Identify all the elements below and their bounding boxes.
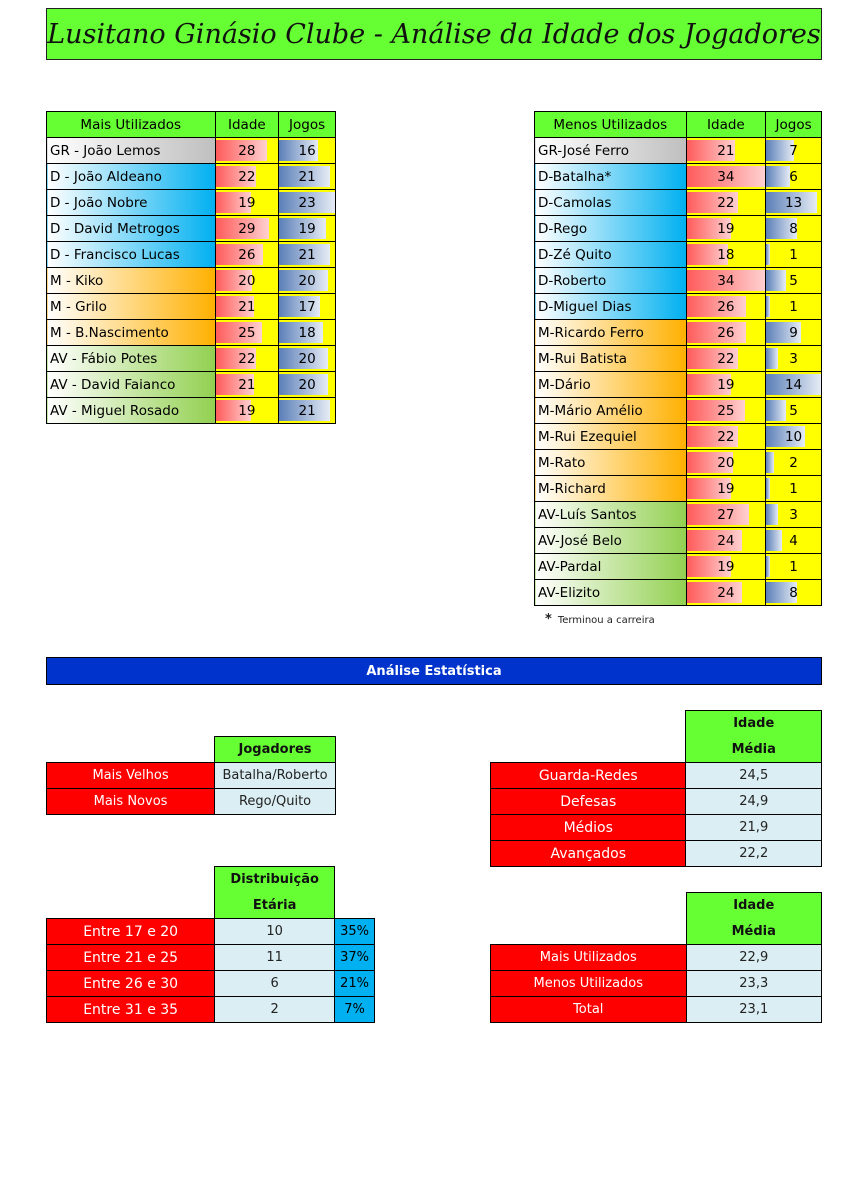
player-games: [766, 528, 822, 554]
table-row: [535, 268, 822, 294]
player-name: AV - Miguel Rosado: [47, 398, 216, 424]
games-value: 6: [789, 168, 798, 185]
table-row: [535, 450, 822, 476]
position-avg: 22,2: [686, 841, 822, 867]
table-row: [47, 398, 336, 424]
age-value: 24: [717, 584, 735, 601]
position-label: Avançados: [491, 841, 686, 867]
extremes-value: Rego/Quito: [215, 789, 336, 815]
age-value: 22: [717, 428, 735, 445]
position-avg: 24,5: [686, 763, 822, 789]
range-count: 6: [215, 971, 335, 997]
table-row: [47, 789, 336, 815]
player-name: AV - Fábio Potes: [47, 346, 216, 372]
games-value: 8: [789, 584, 798, 601]
games-data-bar: [766, 530, 782, 551]
age-value: 19: [717, 220, 735, 237]
player-name: D - Francisco Lucas: [47, 242, 216, 268]
player-age: [215, 268, 279, 294]
games-value: 20: [298, 350, 316, 367]
player-name: AV-Pardal: [535, 554, 687, 580]
games-data-bar: [766, 270, 786, 291]
age-value: 21: [238, 298, 256, 315]
title-bar: [46, 8, 822, 60]
player-games: [766, 554, 822, 580]
player-age: [686, 294, 766, 320]
page-title: Lusitano Ginásio Clube - Análise da Idade dos Jogadores: [47, 18, 821, 50]
player-age: [686, 164, 766, 190]
games-header: Jogos: [279, 112, 336, 138]
age-header: Idade: [686, 112, 766, 138]
games-value: 20: [298, 376, 316, 393]
table-row: [535, 554, 822, 580]
games-value: 3: [789, 350, 798, 367]
player-games: [766, 424, 822, 450]
table-row: [491, 841, 822, 867]
group-header-line2: Média: [686, 919, 821, 945]
age-value: 25: [238, 324, 256, 341]
player-age: [215, 346, 279, 372]
player-name: AV - David Faianco: [47, 372, 216, 398]
player-games: [766, 164, 822, 190]
avg-by-group-table: [490, 892, 822, 1023]
player-age: [686, 502, 766, 528]
least-used-header: Menos Utilizados: [535, 112, 687, 138]
age-value: 24: [717, 532, 735, 549]
games-header: Jogos: [766, 112, 822, 138]
games-value: 1: [789, 298, 798, 315]
extremes-label: Mais Novos: [47, 789, 215, 815]
position-label: Médios: [491, 815, 686, 841]
group-avg: 23,1: [686, 997, 821, 1023]
games-data-bar: [766, 166, 790, 187]
group-label: Menos Utilizados: [491, 971, 687, 997]
table-row: [535, 528, 822, 554]
age-value: 19: [717, 558, 735, 575]
least-used-table: [534, 111, 822, 606]
player-name: M-Richard: [535, 476, 687, 502]
games-data-bar: [766, 504, 778, 525]
player-games: [279, 294, 336, 320]
games-data-bar: [766, 556, 770, 577]
age-value: 19: [717, 376, 735, 393]
games-value: 1: [789, 480, 798, 497]
player-name: GR-José Ferro: [535, 138, 687, 164]
games-data-bar: [766, 348, 778, 369]
age-value: 21: [717, 142, 735, 159]
age-value: 28: [238, 142, 256, 159]
games-data-bar: [766, 244, 770, 265]
player-games: [766, 580, 822, 606]
player-games: [766, 450, 822, 476]
table-row: [535, 424, 822, 450]
player-games: [279, 372, 336, 398]
games-value: 16: [298, 142, 316, 159]
avg-header-line2: Média: [686, 737, 822, 763]
age-value: 25: [717, 402, 735, 419]
player-games: [279, 190, 336, 216]
player-age: [215, 216, 279, 242]
age-value: 19: [238, 194, 256, 211]
player-age: [686, 320, 766, 346]
position-avg: 21,9: [686, 815, 822, 841]
table-row: [47, 997, 375, 1023]
player-games: [279, 138, 336, 164]
group-header-line1: Idade: [686, 893, 821, 919]
player-age: [686, 138, 766, 164]
position-avg: 24,9: [686, 789, 822, 815]
age-value: 34: [717, 168, 735, 185]
games-value: 5: [789, 402, 798, 419]
range-percent: 37%: [335, 945, 375, 971]
player-name: D-Roberto: [535, 268, 687, 294]
games-value: 7: [789, 142, 798, 159]
age-value: 26: [717, 298, 735, 315]
avg-header-line1: Idade: [686, 711, 822, 737]
range-percent: 35%: [335, 919, 375, 945]
most-used-header: Mais Utilizados: [47, 112, 216, 138]
player-age: [215, 242, 279, 268]
most-used-table: [46, 111, 336, 424]
group-label: Total: [491, 997, 687, 1023]
player-age: [215, 294, 279, 320]
player-games: [279, 320, 336, 346]
table-row: [535, 580, 822, 606]
extremes-table: [46, 736, 336, 815]
player-name: M-Mário Amélio: [535, 398, 687, 424]
player-name: M-Ricardo Ferro: [535, 320, 687, 346]
player-name: D-Batalha*: [535, 164, 687, 190]
games-data-bar: [766, 452, 774, 473]
section-title: Análise Estatística: [46, 657, 822, 685]
table-row: [535, 138, 822, 164]
player-games: [766, 320, 822, 346]
table-row: [47, 294, 336, 320]
range-label: Entre 21 e 25: [47, 945, 215, 971]
age-value: 20: [717, 454, 735, 471]
player-games: [766, 268, 822, 294]
player-age: [686, 528, 766, 554]
range-count: 2: [215, 997, 335, 1023]
distribution-header-line1: Distribuição: [215, 867, 335, 893]
games-value: 1: [789, 246, 798, 263]
age-data-bar: [687, 400, 745, 421]
table-row: [535, 372, 822, 398]
player-name: M-Dário: [535, 372, 687, 398]
table-row: [535, 242, 822, 268]
extremes-label: Mais Velhos: [47, 763, 215, 789]
table-row: [535, 216, 822, 242]
player-age: [686, 424, 766, 450]
range-count: 10: [215, 919, 335, 945]
player-age: [686, 268, 766, 294]
player-games: [279, 268, 336, 294]
player-games: [766, 190, 822, 216]
age-value: 19: [717, 480, 735, 497]
player-games: [279, 398, 336, 424]
player-games: [766, 398, 822, 424]
table-row: [491, 997, 822, 1023]
player-name: M-Rui Ezequiel: [535, 424, 687, 450]
player-age: [215, 320, 279, 346]
player-age: [686, 554, 766, 580]
player-name: M-Rato: [535, 450, 687, 476]
player-games: [766, 476, 822, 502]
range-percent: 7%: [335, 997, 375, 1023]
age-value: 22: [238, 350, 256, 367]
extremes-value: Batalha/Roberto: [215, 763, 336, 789]
position-label: Guarda-Redes: [491, 763, 686, 789]
position-label: Defesas: [491, 789, 686, 815]
table-row: [47, 971, 375, 997]
distribution-header-line2: Etária: [215, 893, 335, 919]
games-value: 17: [298, 298, 316, 315]
games-value: 2: [789, 454, 798, 471]
range-count: 11: [215, 945, 335, 971]
player-games: [766, 294, 822, 320]
games-value: 21: [298, 168, 316, 185]
age-distribution-table: [46, 866, 375, 1023]
games-value: 13: [784, 194, 803, 211]
table-row: [491, 971, 822, 997]
range-label: Entre 17 e 20: [47, 919, 215, 945]
player-age: [215, 398, 279, 424]
player-age: [215, 138, 279, 164]
player-name: GR - João Lemos: [47, 138, 216, 164]
games-value: 1: [789, 558, 798, 575]
group-avg: 22,9: [686, 945, 821, 971]
games-value: 4: [789, 532, 798, 549]
table-row: [47, 372, 336, 398]
table-row: [535, 476, 822, 502]
player-name: D-Zé Quito: [535, 242, 687, 268]
player-age: [686, 242, 766, 268]
player-name: AV-José Belo: [535, 528, 687, 554]
age-value: 22: [717, 350, 735, 367]
table-row: [47, 164, 336, 190]
age-value: 18: [717, 246, 735, 263]
player-name: D-Rego: [535, 216, 687, 242]
games-value: 14: [784, 376, 803, 393]
games-value: 18: [298, 324, 316, 341]
player-age: [686, 476, 766, 502]
table-row: [47, 919, 375, 945]
player-age: [686, 190, 766, 216]
avg-by-position-table: [490, 710, 822, 867]
age-value: 22: [238, 168, 256, 185]
player-age: [686, 580, 766, 606]
table-row: [535, 398, 822, 424]
games-data-bar: [766, 400, 786, 421]
age-value: 19: [238, 402, 256, 419]
age-value: 21: [238, 376, 256, 393]
player-name: D-Miguel Dias: [535, 294, 687, 320]
table-row: [535, 320, 822, 346]
age-value: 22: [717, 194, 735, 211]
player-age: [686, 346, 766, 372]
group-label: Mais Utilizados: [491, 945, 687, 971]
games-value: 9: [789, 324, 798, 341]
table-row: [47, 945, 375, 971]
table-row: [47, 242, 336, 268]
age-value: 29: [238, 220, 256, 237]
games-value: 5: [789, 272, 798, 289]
player-age: [215, 164, 279, 190]
table-row: [47, 268, 336, 294]
player-age: [215, 372, 279, 398]
table-row: [535, 190, 822, 216]
player-games: [766, 216, 822, 242]
player-games: [766, 502, 822, 528]
footnote-mark: *: [545, 612, 552, 627]
games-value: 3: [789, 506, 798, 523]
footnote-text: Terminou a carreira: [557, 615, 655, 626]
group-avg: 23,3: [686, 971, 821, 997]
player-name: M - B.Nascimento: [47, 320, 216, 346]
games-value: 19: [298, 220, 316, 237]
player-name: M-Rui Batista: [535, 346, 687, 372]
player-age: [215, 190, 279, 216]
table-row: [535, 294, 822, 320]
range-label: Entre 31 e 35: [47, 997, 215, 1023]
player-name: D - David Metrogos: [47, 216, 216, 242]
player-games: [766, 242, 822, 268]
age-value: 26: [238, 246, 256, 263]
extremes-header: Jogadores: [215, 737, 336, 763]
player-name: M - Kiko: [47, 268, 216, 294]
games-value: 21: [298, 402, 316, 419]
player-age: [686, 398, 766, 424]
player-games: [279, 242, 336, 268]
player-name: AV-Elizito: [535, 580, 687, 606]
table-row: [491, 945, 822, 971]
table-row: [47, 763, 336, 789]
player-name: AV-Luís Santos: [535, 502, 687, 528]
range-percent: 21%: [335, 971, 375, 997]
player-games: [766, 346, 822, 372]
age-value: 27: [717, 506, 735, 523]
table-row: [491, 763, 822, 789]
player-games: [766, 138, 822, 164]
player-name: D-Camolas: [535, 190, 687, 216]
age-value: 20: [238, 272, 256, 289]
table-row: [47, 346, 336, 372]
player-games: [279, 346, 336, 372]
games-data-bar: [766, 478, 770, 499]
table-row: [491, 815, 822, 841]
table-header-row: [535, 112, 822, 138]
age-value: 34: [717, 272, 735, 289]
games-value: 20: [298, 272, 316, 289]
table-row: [47, 216, 336, 242]
table-header-row: [47, 112, 336, 138]
range-label: Entre 26 e 30: [47, 971, 215, 997]
player-name: D - João Aldeano: [47, 164, 216, 190]
player-games: [766, 372, 822, 398]
games-data-bar: [766, 296, 770, 317]
player-age: [686, 450, 766, 476]
player-name: M - Grilo: [47, 294, 216, 320]
games-value: 23: [298, 194, 316, 211]
player-age: [686, 216, 766, 242]
games-value: 8: [789, 220, 798, 237]
table-row: [535, 346, 822, 372]
games-value: 10: [784, 428, 803, 445]
table-row: [491, 789, 822, 815]
age-header: Idade: [215, 112, 279, 138]
player-games: [279, 164, 336, 190]
table-row: [535, 164, 822, 190]
table-row: [47, 190, 336, 216]
player-age: [686, 372, 766, 398]
footnote: [545, 612, 655, 627]
games-value: 21: [298, 246, 316, 263]
player-games: [279, 216, 336, 242]
table-row: [47, 320, 336, 346]
table-row: [47, 138, 336, 164]
player-name: D - João Nobre: [47, 190, 216, 216]
age-value: 26: [717, 324, 735, 341]
table-row: [535, 502, 822, 528]
